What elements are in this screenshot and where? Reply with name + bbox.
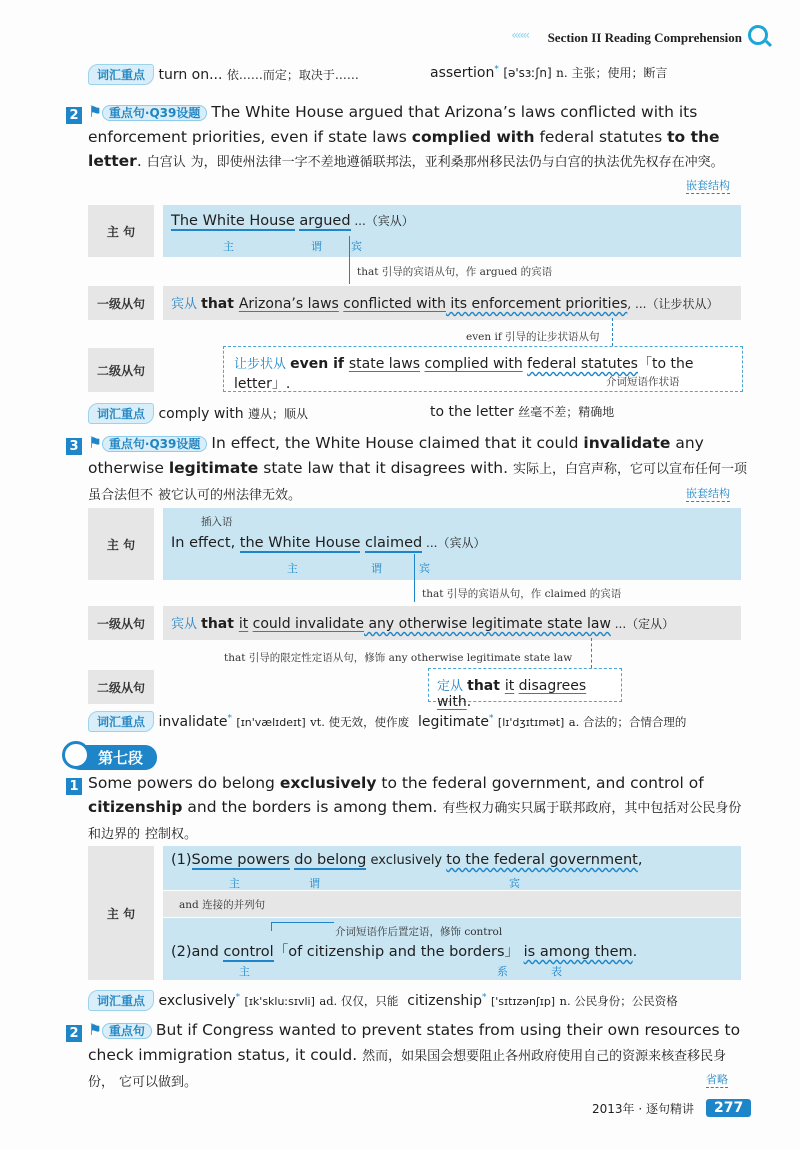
sentence-num: 1	[66, 775, 82, 795]
vocab-word: assertion	[430, 65, 495, 81]
row-label: 一级从句	[88, 606, 154, 640]
note: even if 引导的让步状语从句	[466, 331, 600, 343]
vocab-row-p7: 词汇重点 exclusively* [ɪk'skluːsɪvli] ad. 仅仅，只能 citizenship* ['sɪtɪzənʃɪp] n. 公民身份；公民资格	[88, 990, 678, 1011]
first-clause-box: 宾从 that Arizona’s laws conflicted with its enforcement priorities, ...（让步状从）	[163, 286, 741, 320]
omit-link[interactable]: 省略	[706, 1073, 728, 1086]
structure-link[interactable]: 嵌套结构	[686, 487, 730, 500]
section-heading: 第七段	[68, 745, 157, 770]
connector-line	[414, 554, 415, 602]
flag-icon: ⚑	[88, 1021, 102, 1039]
vocab-row-mid: 词汇重点 comply with 遵从；顺从	[88, 403, 308, 424]
clause-1-box: (1)Some powers do belong exclusively to the federal government, 主 谓 宾	[163, 846, 741, 890]
second-clause-box: 定从 that it disagrees with.	[428, 668, 622, 702]
sentence-2: ⚑ 重点句·Q39设题 The White House argued that Arizona’s laws conflicted with its enforcement priorities, even if state laws complied with federal statutes to the letter. 白宫认 为，即使州法律一字不差地遵循联邦法，亚利桑那州移民法仍与白宫的执法优先权存在冲突。	[88, 103, 724, 170]
vocab-row-top-2	[430, 64, 667, 81]
sentence-num: 2	[66, 104, 82, 124]
row-label: 主 句	[88, 508, 154, 580]
main-clause-box: The White House argued ...（宾从） 主 谓 宾	[163, 205, 741, 257]
main-clause-box: 插入语 In effect, the White House claimed ...（宾从） 主 谓 宾	[163, 508, 741, 580]
header-chevrons: ‹‹‹‹‹‹	[511, 28, 528, 42]
structure-link[interactable]: 嵌套结构	[686, 179, 730, 192]
key-tag: 重点句·Q39设题	[102, 105, 207, 121]
p7-sentence-2: ⚑ 重点句 But if Congress wanted to prevent states from using their own resources to check immigration status, it could. 然而，如果国会想要阻止各州政府使用自己的资源来核查移民身份， 它可以做到。	[88, 1021, 741, 1090]
vocab-phonetic: [ə'sɜːʃn]	[503, 66, 552, 80]
flag-icon: ⚑	[88, 103, 102, 121]
row-label: 二级从句	[88, 348, 154, 392]
vocab-row-top	[88, 64, 359, 85]
note: that 引导的宾语从句，作 argued 的宾语	[357, 266, 553, 278]
sentence-num: 3	[66, 435, 82, 455]
vocab-row-bottom: 词汇重点 invalidate* [ɪn'vælɪdeɪt] vt. 使无效，使作废 legitimate* [lɪ'dʒɪtɪmət] a. 合法的；合情合理的	[88, 711, 686, 732]
footer-label: 2013年 · 逐句精讲	[592, 1102, 694, 1116]
connector-line	[349, 236, 350, 284]
vocab-def: n. 主张；使用；断言	[556, 66, 668, 80]
page-number: 277	[706, 1099, 751, 1117]
vocab-def: 依……而定；取决于……	[226, 68, 359, 82]
row-label: 一级从句	[88, 286, 154, 320]
star-mark: *	[494, 64, 499, 75]
p7-sentence-1: Some powers do belong exclusively to the federal government, and control of citizenship and the borders is among them. 有些权力确实只属于联邦政府，其中包括对公民身份和边界的 控制权。	[88, 774, 742, 842]
sentence-3: ⚑ 重点句·Q39设题 In effect, the White House claimed that it could invalidate any otherwise legitimate state law that it disagrees with. 实际上，白宫声称，它可以宣布任何一项虽合法但不 被它认可的州法律无效。	[88, 434, 747, 503]
connector-line	[591, 638, 592, 668]
row-label: 二级从句	[88, 670, 154, 704]
note: that 引导的限定性定语从句，修饰 any otherwise legitimate state law	[224, 652, 573, 664]
second-clause-box: 让步状从 even if state laws complied with federal statutes「to the letter」. 介词短语作状语	[223, 346, 743, 392]
connector-line	[612, 318, 613, 346]
note: that 引导的宾语从句，作 claimed 的宾语	[422, 588, 622, 600]
row-label: 主 句	[88, 205, 154, 257]
header-title: Section II Reading Comprehension	[547, 30, 742, 45]
flag-icon: ⚑	[88, 434, 102, 452]
search-icon	[748, 25, 768, 45]
search-icon	[62, 741, 90, 769]
first-clause-box: 宾从 that it could invalidate any otherwise legitimate state law ...（定从）	[163, 606, 741, 640]
clause-2-box: 介词短语作后置定语，修饰 control (2)and control「of citizenship and the borders」 is among them. 主 系 表	[163, 918, 741, 980]
row-label: 主 句	[88, 846, 154, 980]
vocab-tag: 词汇重点	[88, 64, 154, 85]
sentence-num: 2	[66, 1022, 82, 1042]
conjunction-row: and 连接的并列句	[163, 891, 741, 917]
vocab-row-mid-2: to the letter 丝毫不差；精确地	[430, 404, 615, 420]
vocab-word: turn on...	[158, 67, 223, 83]
